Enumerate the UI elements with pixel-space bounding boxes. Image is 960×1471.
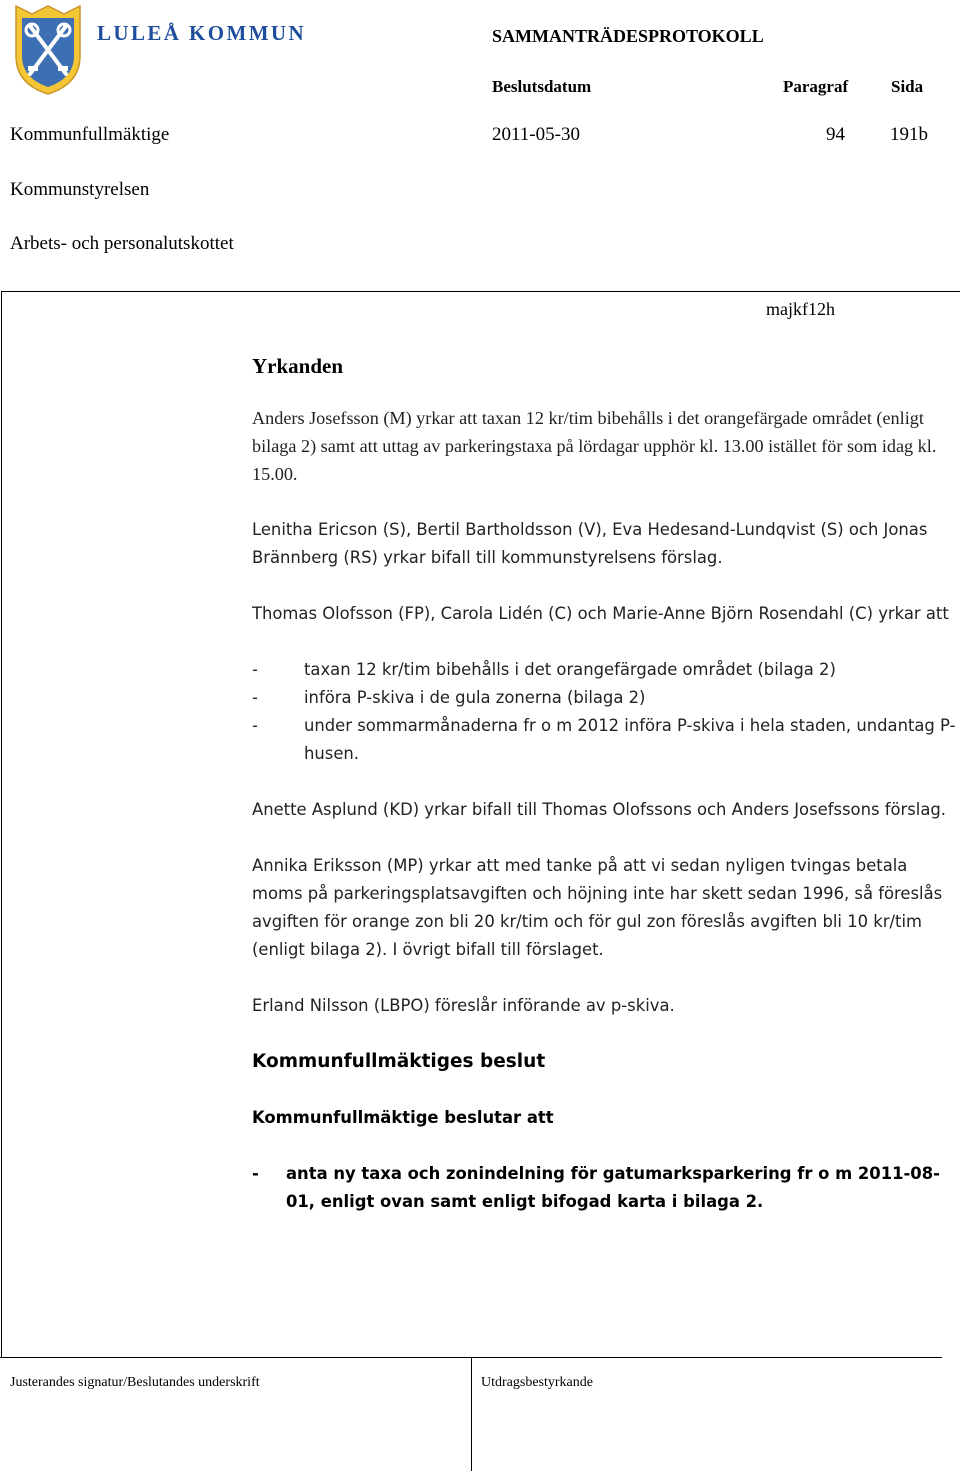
meeting-date: 2011-05-30 [492, 124, 580, 145]
motion-josefsson: Anders Josefsson (M) yrkar att taxan 12 kr/tim bibehålls i det orangefärgade området (enligt bilaga 2) samt att uttag av parkeringstaxa på lördagar upphör kl. 13.00 istället för som idag kl. 15.00. [252, 408, 937, 484]
document-type: SAMMANTRÄDESPROTOKOLL [492, 26, 764, 46]
list-item: - under sommarmånaderna fr o m 2012 införa P-skiva i hela staden, undantag P-husen. [252, 716, 956, 763]
page-label: Sida [891, 77, 924, 96]
document-id: majkf12h [766, 299, 835, 319]
motion-nilsson: Erland Nilsson (LBPO) föreslår införande av p-skiva. [252, 996, 675, 1015]
motion-eriksson: Annika Eriksson (MP) yrkar att med tanke på att vi sedan nyligen tvingas betala moms på parkeringsplatsavgiften och höjning inte har skett sedan 1996, så föreslås avgiften för orange zon bli 20 kr/tim och för gul zon föreslås avgiften bli 10 kr/tim (enligt bilaga 2). I övrigt bifall till förslaget. [252, 856, 943, 959]
section-title: Yrkanden [252, 354, 344, 378]
signature-label: Justerandes signatur/Beslutandes underskrift [10, 1375, 260, 1390]
date-label: Beslutsdatum [492, 77, 592, 96]
footer-column-divider [471, 1357, 472, 1471]
motion-list [252, 656, 960, 768]
list-item: - anta ny taxa och zonindelning för gatumarksparkering fr o m 2011-08-01, enligt ovan samt enligt bifogad karta i bilaga 2. [252, 1164, 940, 1211]
page-number: 191b [890, 124, 928, 145]
sub-body-board: Kommunstyrelsen [10, 179, 150, 200]
org-name: LULEÅ KOMMUN [97, 21, 307, 45]
list-item: - införa P-skiva i de gula zonerna (bilaga 2) [252, 688, 646, 707]
motion-asplund: Anette Asplund (KD) yrkar bifall till Thomas Olofssons och Anders Josefssons förslag. [252, 800, 947, 819]
decision-subtitle: Kommunfullmäktige beslutar att [252, 1108, 554, 1127]
decision-list [252, 1160, 960, 1216]
certification-label: Utdragsbestyrkande [481, 1375, 593, 1390]
list-item: - taxan 12 kr/tim bibehålls i det orangefärgade området (bilaga 2) [252, 660, 836, 679]
sub-body-committee: Arbets- och personalutskottet [10, 233, 234, 254]
motion-olofsson: Thomas Olofsson (FP), Carola Lidén (C) och Marie-Anne Björn Rosendahl (C) yrkar att [252, 604, 949, 623]
decision-title: Kommunfullmäktiges beslut [252, 1051, 546, 1072]
motion-ericson: Lenitha Ericson (S), Bertil Bartholdsson (V), Eva Hedesand-Lundqvist (S) och Jonas Brännberg (RS) yrkar bifall till kommunstyrelsens förslag. [252, 520, 928, 567]
municipality-logo [10, 4, 86, 96]
protocol-content [252, 348, 960, 1216]
paragraph-number: 94 [826, 124, 845, 145]
paragraph-label: Paragraf [783, 77, 849, 96]
meeting-body: Kommunfullmäktige [10, 124, 170, 145]
